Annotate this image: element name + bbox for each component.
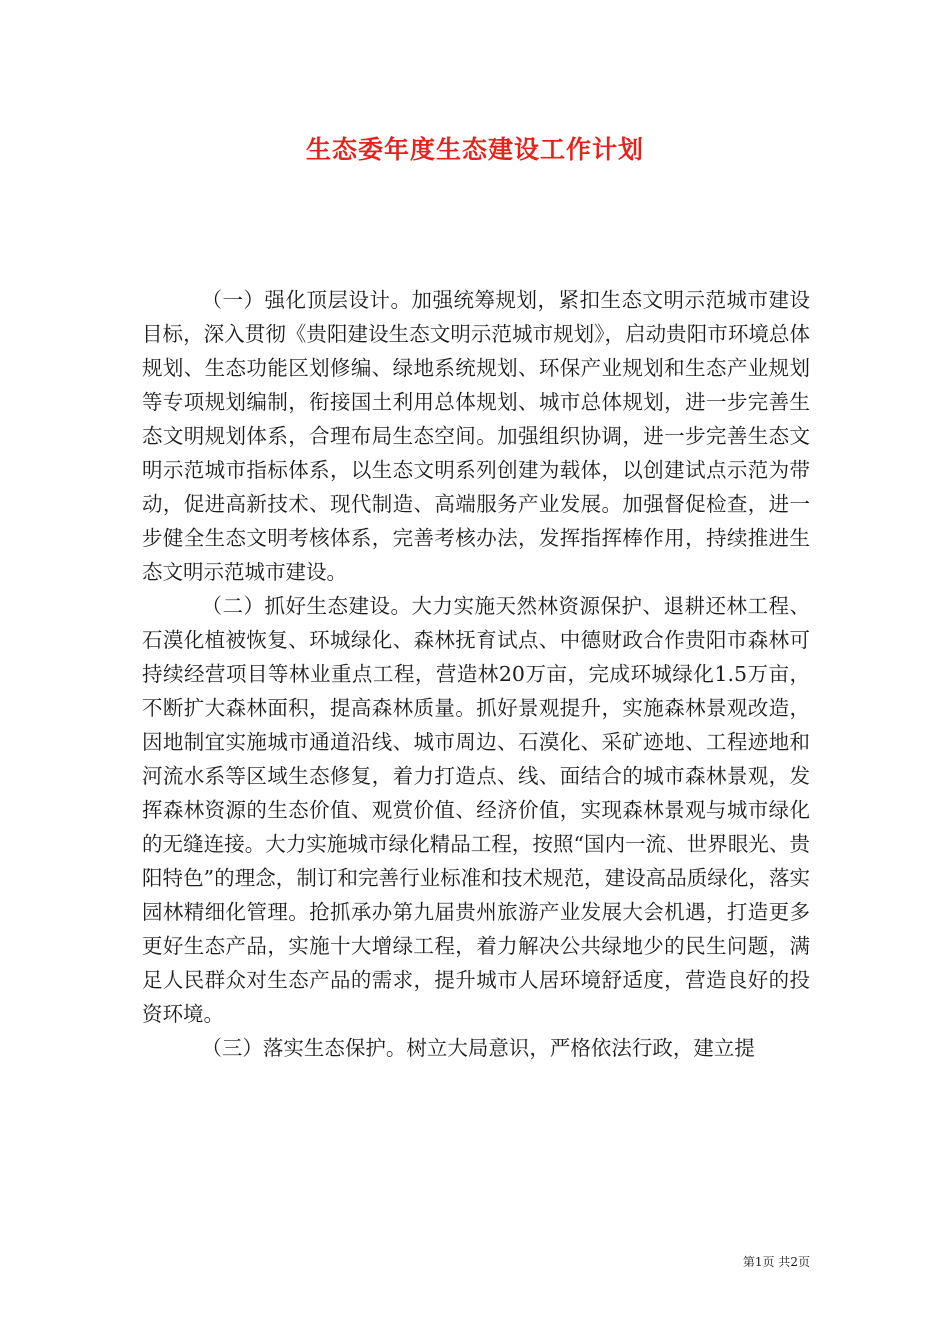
- document-body: [142, 283, 810, 1065]
- page-number-footer: 第1页 共2页: [742, 1255, 810, 1269]
- document-title: 生态委年度生态建设工作计划: [305, 135, 644, 164]
- paragraph-2: （二）抓好生态建设。大力实施天然林资源保护、退耕还林工程、石漠化植被恢复、环城绿化、森林抚育试点、中德财政合作贵阳市森林可持续经营项目等林业重点工程，营造林20万亩，完成环城绿化1.5万亩，不断扩大森林面积，提高森林质量。抓好景观提升，实施森林景观改造，因地制宜实施城市通道沿线、城市周边、石漠化、采矿迹地、工程迹地和河流水系等区域生态修复，着力打造点、线、面结合的城市森林景观，发挥森林资源的生态价值、观赏价值、经济价值，实现森林景观与城市绿化的无缝连接。大力实施城市绿化精品工程，按照“国内一流、世界眼光、贵阳特色”的理念，制订和完善行业标准和技术规范，建设高品质绿化，落实园林精细化管理。抢抓承办第九届贵州旅游产业发展大会机遇，打造更多更好生态产品，实施十大增绿工程，着力解决公共绿地少的民生问题，满足人民群众对生态产品的需求，提升城市人居环境舒适度，营造良好的投资环境。: [142, 594, 810, 1026]
- paragraph-1: （一）强化顶层设计。加强统筹规划，紧扣生态文明示范城市建设目标，深入贯彻《贵阳建设生态文明示范城市规划》，启动贵阳市环境总体规划、生态功能区划修编、绿地系统规划、环保产业规划和生态产业规划等专项规划编制，衔接国土利用总体规划、城市总体规划，进一步完善生态文明规划体系，合理布局生态空间。加强组织协调，进一步完善生态文明示范城市指标体系，以生态文明系列创建为载体，以创建试点示范为带动，促进高新技术、现代制造、高端服务产业发展。加强督促检查，进一步健全生态文明考核体系，完善考核办法，发挥指挥棒作用，持续推进生态文明示范城市建设。: [142, 288, 810, 584]
- paragraph-3: （三）落实生态保护。树立大局意识，严格依法行政，建立提: [201, 1036, 755, 1060]
